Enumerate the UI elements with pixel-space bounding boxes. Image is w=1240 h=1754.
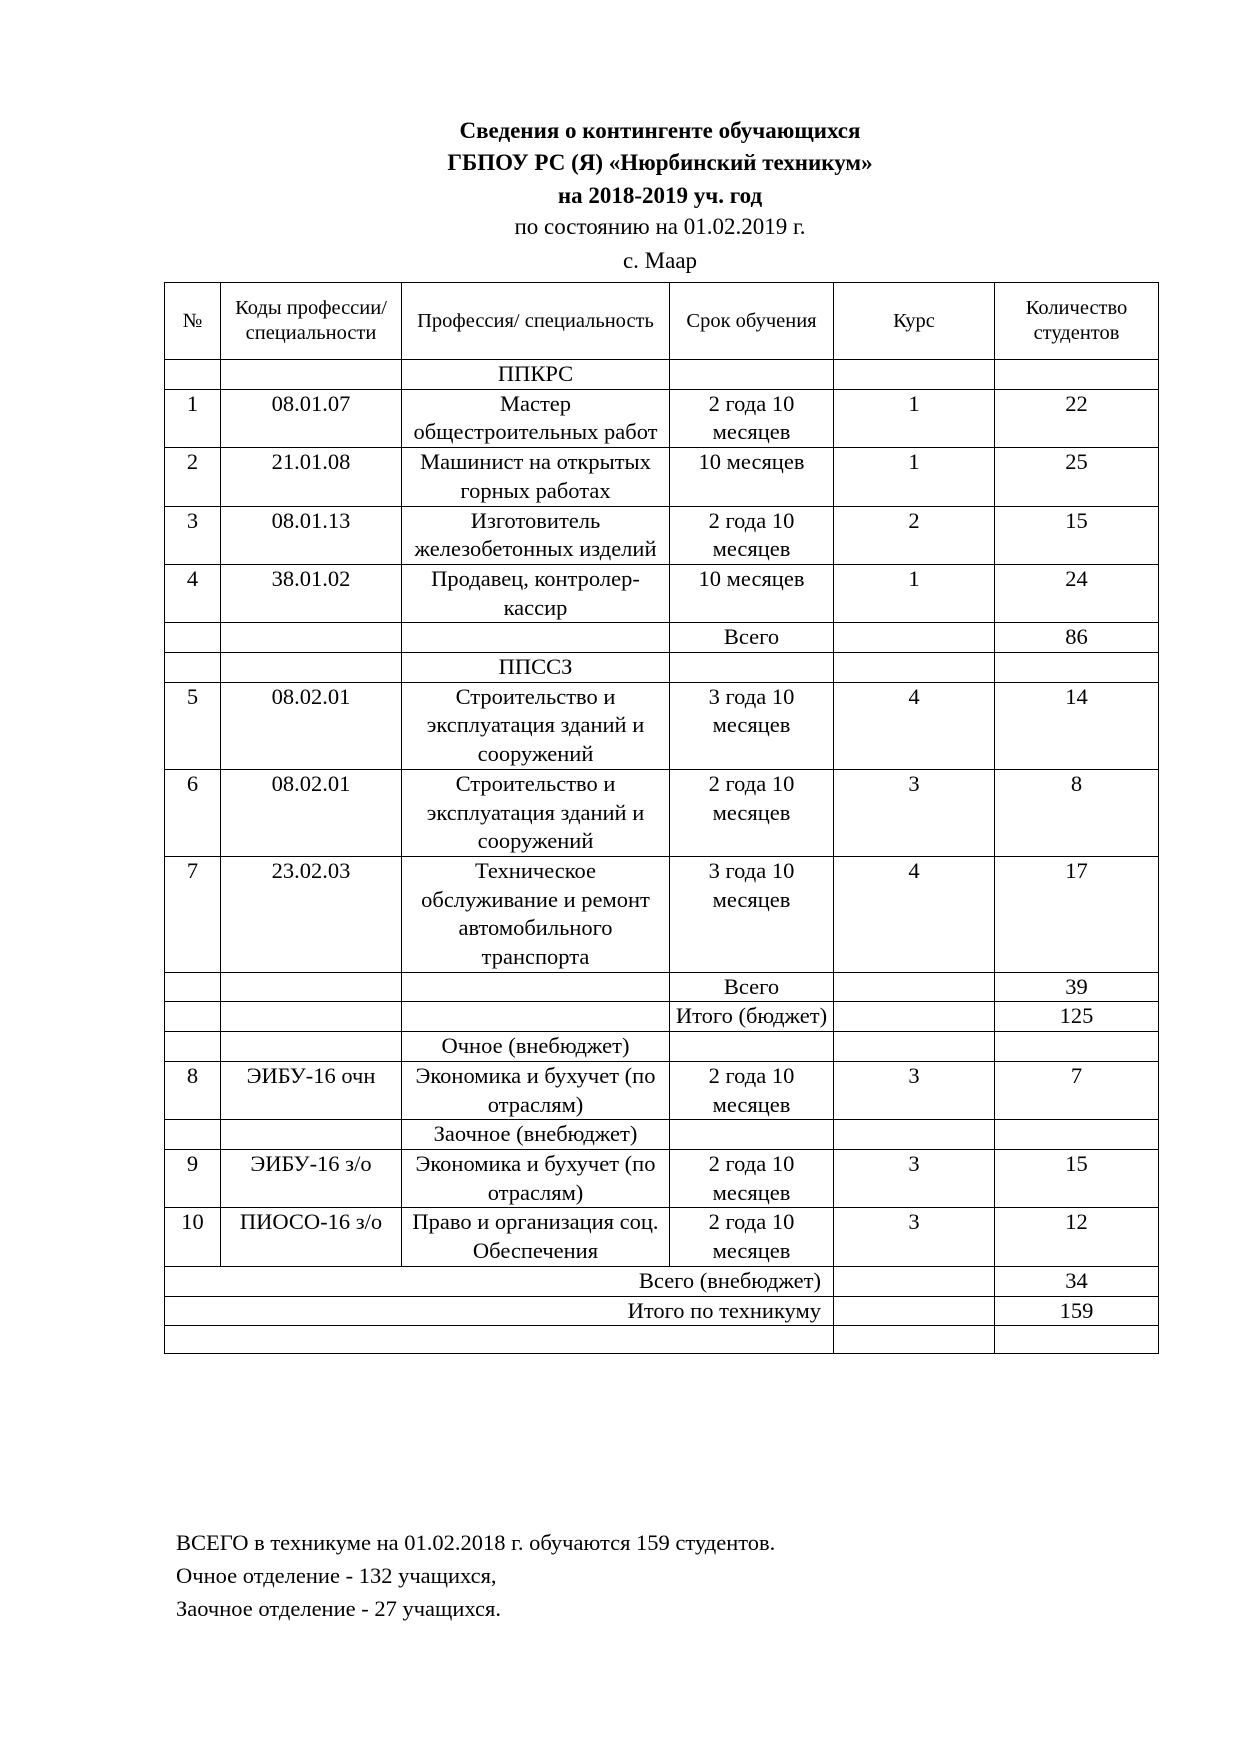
row-count: 14: [995, 682, 1159, 769]
document-title: Сведения о контингенте обучающихся: [459, 118, 861, 143]
academic-year: на 2018-2019 уч. год: [557, 183, 763, 208]
row-number: 10: [165, 1208, 221, 1266]
subtotal-ppssz: [165, 972, 1159, 1002]
row-number: 8: [165, 1061, 221, 1119]
row-count: 8: [995, 769, 1159, 856]
empty-cell: [221, 360, 402, 390]
contingent-table: [164, 282, 1159, 1354]
row-course: 3: [834, 769, 995, 856]
row-code: 38.01.02: [221, 564, 402, 622]
row-term: 2 года 10 месяцев: [670, 389, 834, 447]
empty-cell: [221, 1120, 402, 1150]
empty-cell: [165, 972, 221, 1002]
row-profession: Экономика и бухучет (по отраслям): [402, 1149, 670, 1207]
header-term: Срок обучения: [670, 283, 834, 360]
table-row: [165, 1149, 1159, 1207]
subtotal-ppkrs-value: 86: [995, 623, 1159, 653]
row-term: 3 года 10 месяцев: [670, 856, 834, 972]
header-profession: Профессия/ специальность: [402, 283, 670, 360]
empty-cell: [670, 360, 834, 390]
row-course: 1: [834, 448, 995, 506]
row-profession: Строительство и эксплуатация зданий и сооружений: [402, 682, 670, 769]
row-count: 25: [995, 448, 1159, 506]
table-header-row: [165, 283, 1159, 360]
table-row: [165, 448, 1159, 506]
table-row: [165, 856, 1159, 972]
location: с. Маар: [622, 248, 698, 273]
row-code: 08.02.01: [221, 769, 402, 856]
empty-cell: [221, 1002, 402, 1032]
row-count: 22: [995, 389, 1159, 447]
empty-cell: [165, 1120, 221, 1150]
grand-total-value: 159: [995, 1296, 1159, 1326]
row-code: 23.02.03: [221, 856, 402, 972]
row-profession: Мастер общестроительных работ: [402, 389, 670, 447]
header-number: №: [165, 283, 221, 360]
empty-cell: [221, 1032, 402, 1062]
row-course: 4: [834, 682, 995, 769]
row-profession: Машинист на открытых горных работах: [402, 448, 670, 506]
empty-row: [165, 1326, 1159, 1354]
row-number: 5: [165, 682, 221, 769]
row-number: 4: [165, 564, 221, 622]
empty-cell: [834, 1266, 995, 1296]
section-row: [165, 1120, 1159, 1150]
total-budget-value: 125: [995, 1002, 1159, 1032]
grand-total: [165, 1296, 1159, 1326]
row-term: 2 года 10 месяцев: [670, 1208, 834, 1266]
row-number: 7: [165, 856, 221, 972]
empty-cell: [995, 360, 1159, 390]
section-ppkrs: ППКРС: [402, 360, 670, 390]
row-course: 3: [834, 1208, 995, 1266]
table-row: [165, 1208, 1159, 1266]
row-term: 2 года 10 месяцев: [670, 1061, 834, 1119]
row-course: 1: [834, 389, 995, 447]
total-paid: [165, 1266, 1159, 1296]
empty-cell: [834, 1296, 995, 1326]
section-row: [165, 653, 1159, 683]
row-code: ПИОСО-16 з/о: [221, 1208, 402, 1266]
empty-cell: [995, 1326, 1159, 1354]
row-profession: Право и организация соц. Обеспечения: [402, 1208, 670, 1266]
empty-cell: [221, 623, 402, 653]
empty-cell: [670, 1120, 834, 1150]
row-term: 2 года 10 месяцев: [670, 769, 834, 856]
table-row: [165, 682, 1159, 769]
table-row: [165, 769, 1159, 856]
row-profession: Техническое обслуживание и ремонт автомобильного транспорта: [402, 856, 670, 972]
empty-cell: [165, 1002, 221, 1032]
summary-fulltime: Очное отделение - 132 учащихся,: [176, 1563, 497, 1588]
subtotal-ppkrs-label: Всего: [670, 623, 834, 653]
row-course: 2: [834, 506, 995, 564]
summary-extramural: Заочное отделение - 27 учащихся.: [176, 1596, 501, 1621]
row-number: 6: [165, 769, 221, 856]
row-number: 3: [165, 506, 221, 564]
subtotal-ppkrs: [165, 623, 1159, 653]
empty-cell: [670, 1032, 834, 1062]
row-count: 12: [995, 1208, 1159, 1266]
table-row: [165, 564, 1159, 622]
empty-cell: [834, 623, 995, 653]
row-profession: Изготовитель железобетонных изделий: [402, 506, 670, 564]
total-budget: [165, 1002, 1159, 1032]
header-course: Курс: [834, 283, 995, 360]
row-term: 2 года 10 месяцев: [670, 506, 834, 564]
empty-cell: [834, 972, 995, 1002]
row-term: 10 месяцев: [670, 448, 834, 506]
row-count: 15: [995, 506, 1159, 564]
row-profession: Экономика и бухучет (по отраслям): [402, 1061, 670, 1119]
row-code: 08.01.07: [221, 389, 402, 447]
empty-cell: [165, 1326, 834, 1354]
row-number: 2: [165, 448, 221, 506]
empty-cell: [834, 1032, 995, 1062]
section-fulltime-paid: Очное (внебюджет): [402, 1032, 670, 1062]
row-code: 08.02.01: [221, 682, 402, 769]
row-count: 17: [995, 856, 1159, 972]
row-number: 9: [165, 1149, 221, 1207]
empty-cell: [221, 653, 402, 683]
total-budget-label: Итого (бюджет): [670, 1002, 834, 1032]
empty-cell: [834, 360, 995, 390]
grand-total-label: Итого по техникуму: [165, 1296, 834, 1326]
row-code: ЭИБУ-16 з/о: [221, 1149, 402, 1207]
institution-name: ГБПОУ РС (Я) «Нюрбинский техникум»: [447, 150, 873, 175]
row-profession: Строительство и эксплуатация зданий и сооружений: [402, 769, 670, 856]
row-course: 3: [834, 1149, 995, 1207]
row-term: 10 месяцев: [670, 564, 834, 622]
row-code: 08.01.13: [221, 506, 402, 564]
empty-cell: [834, 1002, 995, 1032]
header-count: Количество студентов: [995, 283, 1159, 360]
section-ppssz: ППССЗ: [402, 653, 670, 683]
empty-cell: [834, 1326, 995, 1354]
empty-cell: [221, 972, 402, 1002]
empty-cell: [165, 1032, 221, 1062]
empty-cell: [670, 653, 834, 683]
empty-cell: [402, 972, 670, 1002]
empty-cell: [995, 653, 1159, 683]
row-code: ЭИБУ-16 очн: [221, 1061, 402, 1119]
as-of-date: по состоянию на 01.02.2019 г.: [514, 214, 806, 239]
row-count: 24: [995, 564, 1159, 622]
table-row: [165, 1061, 1159, 1119]
empty-cell: [165, 653, 221, 683]
table-row: [165, 506, 1159, 564]
row-term: 2 года 10 месяцев: [670, 1149, 834, 1207]
empty-cell: [995, 1120, 1159, 1150]
total-paid-label: Всего (внебюджет): [165, 1266, 834, 1296]
row-count: 7: [995, 1061, 1159, 1119]
section-row: [165, 360, 1159, 390]
section-extramural-paid: Заочное (внебюджет): [402, 1120, 670, 1150]
row-number: 1: [165, 389, 221, 447]
row-course: 4: [834, 856, 995, 972]
row-course: 3: [834, 1061, 995, 1119]
row-profession: Продавец, контролер-кассир: [402, 564, 670, 622]
section-row: [165, 1032, 1159, 1062]
row-code: 21.01.08: [221, 448, 402, 506]
total-paid-value: 34: [995, 1266, 1159, 1296]
empty-cell: [834, 1120, 995, 1150]
subtotal-ppssz-value: 39: [995, 972, 1159, 1002]
table-row: [165, 389, 1159, 447]
row-count: 15: [995, 1149, 1159, 1207]
empty-cell: [165, 623, 221, 653]
row-course: 1: [834, 564, 995, 622]
header-code: Коды профессии/ специальности: [221, 283, 402, 360]
row-term: 3 года 10 месяцев: [670, 682, 834, 769]
empty-cell: [165, 360, 221, 390]
empty-cell: [834, 653, 995, 683]
empty-cell: [402, 1002, 670, 1032]
empty-cell: [995, 1032, 1159, 1062]
empty-cell: [402, 623, 670, 653]
subtotal-ppssz-label: Всего: [670, 972, 834, 1002]
summary-total: ВСЕГО в техникуме на 01.02.2018 г. обучаются 159 студентов.: [176, 1530, 776, 1555]
